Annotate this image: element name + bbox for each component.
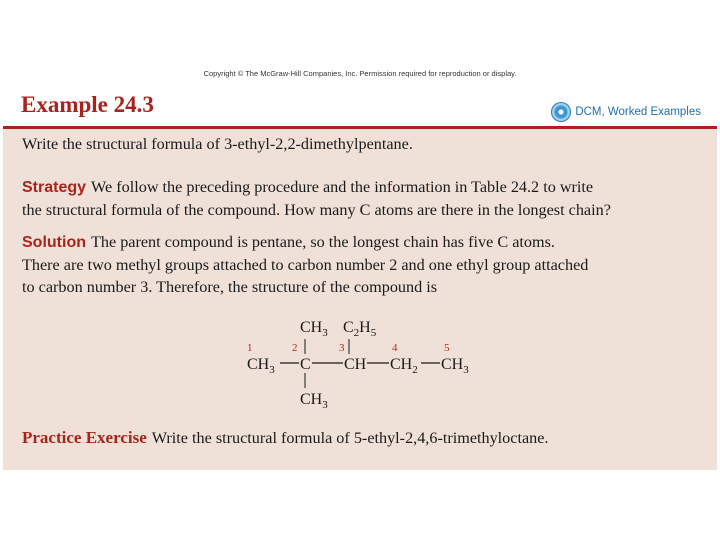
carbon-5-ch: CH xyxy=(441,356,464,373)
carbon-5 xyxy=(441,356,469,376)
example-panel xyxy=(3,82,717,470)
top-methyl-sub: 3 xyxy=(322,327,328,339)
carbon-1-ch: CH xyxy=(247,356,270,373)
carbon-number-3: 3 xyxy=(339,342,345,354)
ethyl-h: H xyxy=(359,319,371,336)
solution-line-2: There are two methyl groups attached to carbon number 2 and one ethyl group attached xyxy=(22,256,589,274)
structural-formula xyxy=(3,82,717,422)
worked-examples-label: DCM, Worked Examples xyxy=(575,106,701,118)
carbon-number-5: 5 xyxy=(444,342,450,354)
bottom-methyl-ch: CH xyxy=(300,391,323,408)
copyright-notice: Copyright © The McGraw-Hill Companies, Inc. Permission required for reproduction or display. xyxy=(203,69,517,78)
top-methyl-group xyxy=(300,319,328,339)
bottom-methyl-sub: 3 xyxy=(322,399,328,411)
carbon-5-sub: 3 xyxy=(463,364,469,376)
strategy-heading: Strategy xyxy=(22,179,87,196)
carbon-number-4: 4 xyxy=(392,342,398,354)
carbon-number-1: 1 xyxy=(247,342,253,354)
top-ethyl-group xyxy=(343,319,377,339)
strategy-line-2: the structural formula of the compound. How many C atoms are there in the longest chain? xyxy=(22,201,611,219)
practice-text: Write the structural formula of 5-ethyl-2,4,6-trimethyloctane. xyxy=(151,429,549,447)
bottom-methyl-group xyxy=(300,391,328,411)
carbon-2: C xyxy=(300,356,311,373)
problem-text: Write the structural formula of 3-ethyl-2,2-dimethylpentane. xyxy=(22,135,413,153)
carbon-1 xyxy=(247,356,275,376)
ethyl-c-sub: 2 xyxy=(353,327,360,339)
solution-line-3: to carbon number 3. Therefore, the structure of the compound is xyxy=(22,278,438,296)
carbon-3: CH xyxy=(344,356,367,373)
ethyl-c: C xyxy=(343,319,354,336)
carbon-1-sub: 3 xyxy=(269,364,275,376)
carbon-4-sub: 2 xyxy=(412,364,418,376)
example-title: Example 24.3 xyxy=(21,92,154,117)
top-methyl-ch: CH xyxy=(300,319,323,336)
carbon-4 xyxy=(390,356,418,376)
solution-line-1: The parent compound is pentane, so the longest chain has five C atoms. xyxy=(90,233,555,251)
practice-heading: Practice Exercise xyxy=(22,428,147,447)
solution-heading: Solution xyxy=(22,234,86,251)
strategy-line-1: We follow the preceding procedure and the information in Table 24.2 to write xyxy=(91,178,594,196)
carbon-number-2: 2 xyxy=(292,342,298,354)
ethyl-h-sub: 5 xyxy=(370,327,377,339)
practice-exercise xyxy=(22,428,548,448)
carbon-4-ch: CH xyxy=(390,356,413,373)
